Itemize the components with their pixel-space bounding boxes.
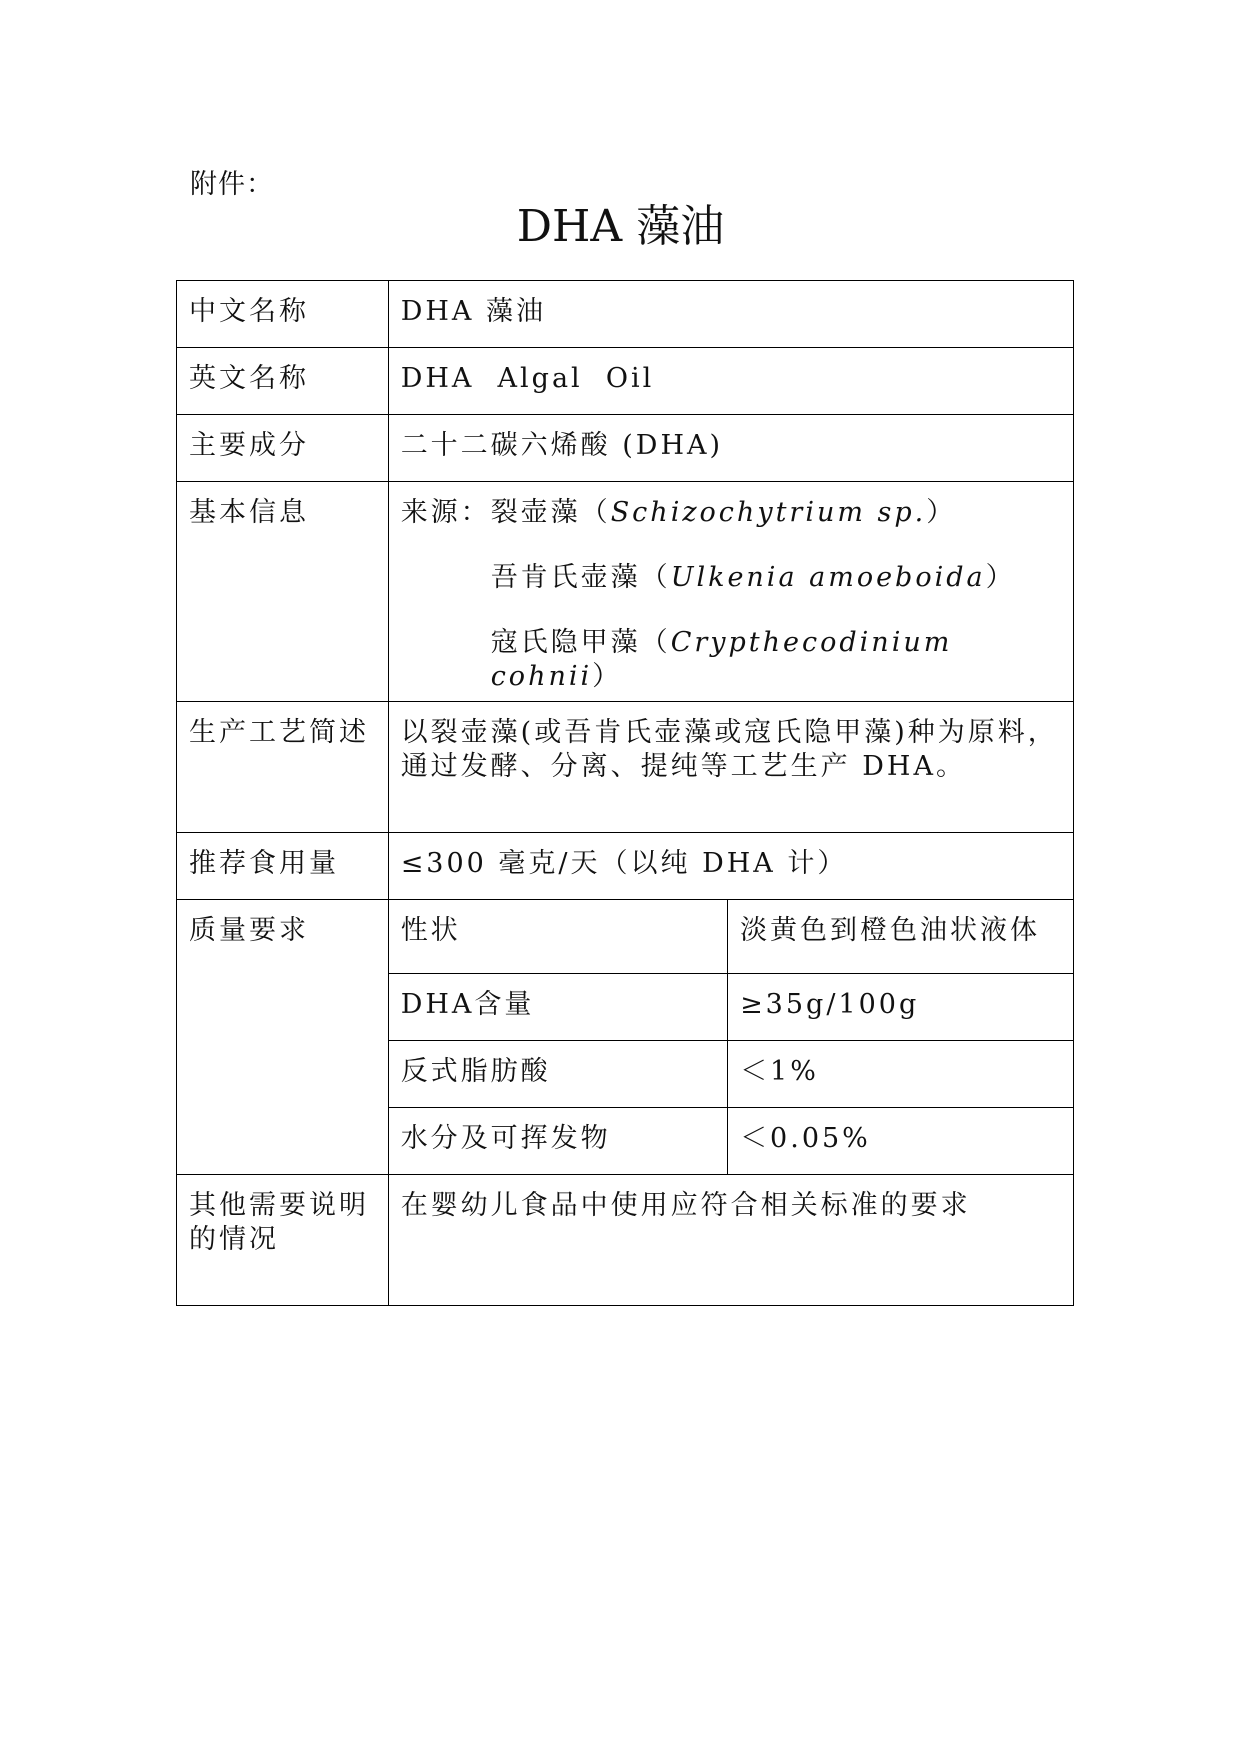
quality-item-value: ≥35g/100g	[728, 974, 1074, 1041]
source-line-1	[401, 496, 1061, 561]
source-latin: Schizochytrium sp.	[610, 497, 927, 528]
value-process	[388, 702, 1073, 833]
specification-table	[176, 280, 1074, 1306]
source-close: ）	[926, 497, 957, 528]
label-english-name: 英文名称	[177, 348, 389, 415]
label-basic-info: 基本信息	[177, 482, 389, 702]
value-dosage: ≤300 毫克/天（以纯 DHA 计）	[388, 833, 1073, 900]
label-quality: 质量要求	[177, 900, 389, 1175]
quality-item-value: ＜0.05%	[728, 1108, 1074, 1175]
annex-label: 附件：	[190, 169, 274, 200]
value-chinese-name: DHA 藻油	[388, 281, 1073, 348]
source-line-2	[401, 561, 1061, 626]
source-close: ）	[985, 562, 1016, 593]
source-latin: Ulkenia amoeboida	[670, 562, 986, 593]
process-line-2: 通过发酵、分离、提纯等工艺生产 DHA。	[400, 751, 966, 782]
label-main-component: 主要成分	[177, 415, 389, 482]
row-basic-info	[177, 482, 1074, 702]
value-main-component: 二十二碳六烯酸 (DHA)	[388, 415, 1073, 482]
row-chinese-name	[177, 281, 1074, 348]
row-process	[177, 702, 1074, 833]
row-dosage	[177, 833, 1074, 900]
quality-item-name: DHA含量	[388, 974, 727, 1041]
source-cn: 寇氏隐甲藻（	[490, 627, 671, 658]
quality-item-value: ＜1%	[728, 1041, 1074, 1108]
row-quality-1	[177, 900, 1074, 974]
quality-item-name: 水分及可挥发物	[388, 1108, 727, 1175]
row-main-component	[177, 415, 1074, 482]
value-basic-info	[388, 482, 1073, 702]
label-chinese-name: 中文名称	[177, 281, 389, 348]
label-other: 其他需要说明的情况	[177, 1175, 389, 1306]
source-close: ）	[592, 661, 623, 692]
document-title: DHA 藻油	[516, 201, 725, 252]
row-other	[177, 1175, 1074, 1306]
row-english-name	[177, 348, 1074, 415]
quality-item-name: 反式脂肪酸	[388, 1041, 727, 1108]
source-cn: 裂壶藻（	[490, 497, 611, 528]
label-process: 生产工艺简述	[177, 702, 389, 833]
value-english-name: DHA Algal Oil	[388, 348, 1073, 415]
source-cn: 吾肯氏壶藻（	[490, 562, 671, 593]
process-line-1: 以裂壶藻(或吾肯氏壶藻或寇氏隐甲藻)种为原料，	[400, 717, 1058, 748]
quality-item-name: 性状	[388, 900, 727, 974]
source-label: 来源：	[400, 497, 491, 528]
quality-item-value: 淡黄色到橙色油状液体	[728, 900, 1074, 974]
label-dosage: 推荐食用量	[177, 833, 389, 900]
source-line-3	[401, 626, 1061, 691]
source-latin: Crypthecodinium cohnii	[490, 627, 953, 692]
value-other: 在婴幼儿食品中使用应符合相关标准的要求	[388, 1175, 1073, 1306]
